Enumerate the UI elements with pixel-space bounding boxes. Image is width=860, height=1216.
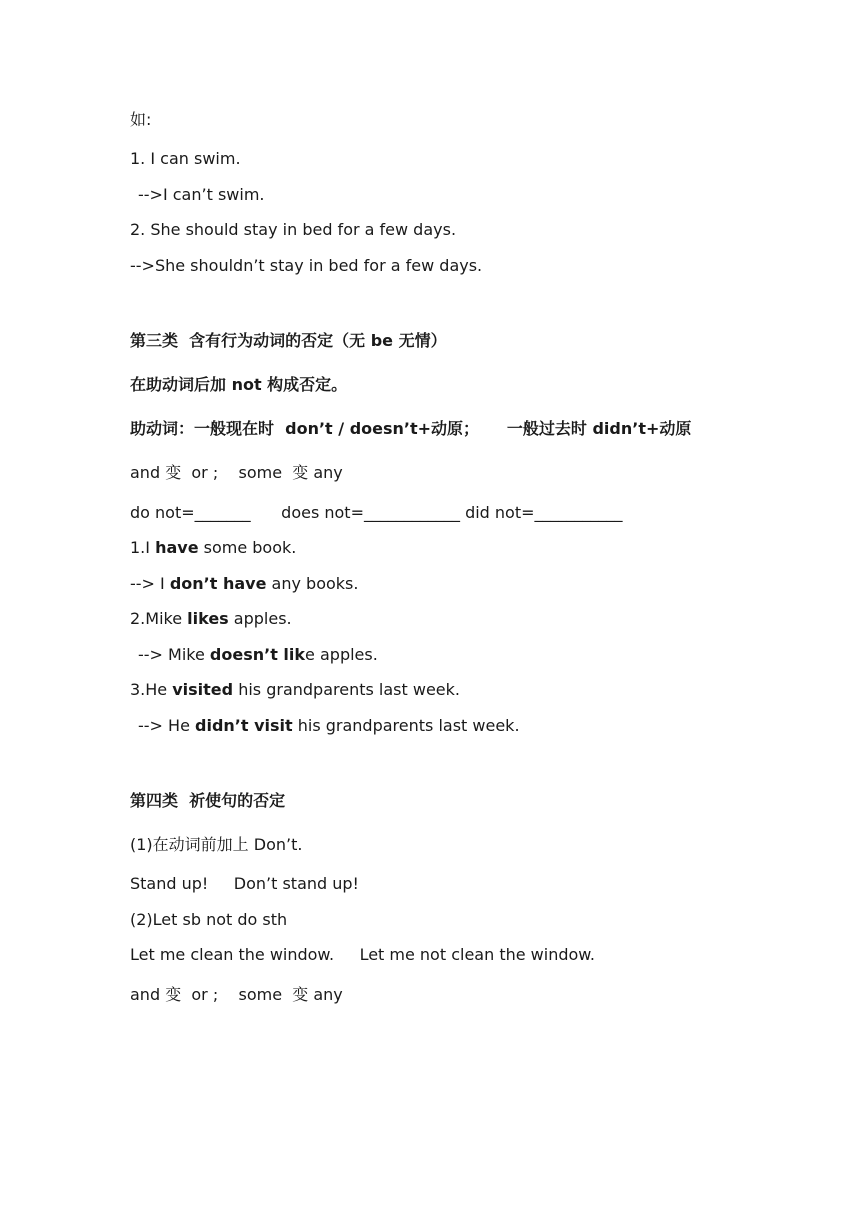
section-3-heading: 第三类 含有行为动词的否定（无 be 无情） — [130, 331, 447, 350]
example-2-negative: -->She shouldn’t stay in bed for a few days. — [130, 256, 483, 275]
s3-example-3-negative: --> He didn’t visit his grandparents last week. — [138, 716, 520, 735]
s3-example-1: 1.I have some book. — [130, 538, 297, 557]
s3-example-3: 3.He visited his grandparents last week. — [130, 680, 460, 699]
s3-example-2-negative: --> Mike doesn’t like apples. — [138, 645, 378, 664]
section-4-rule-2: (2)Let sb not do sth — [130, 910, 288, 929]
example-1: 1. I can swim. — [130, 149, 241, 168]
section-4-change-rule: and 变 or ; some 变 any — [130, 985, 343, 1004]
section-4-example-2: Let me clean the window. Let me not clean the window. — [130, 945, 595, 964]
section-3-auxiliary: 助动词：一般现在时 don’t / doesn’t+动原； 一般过去时 didn’t+动原 — [130, 419, 692, 438]
s3-example-2: 2.Mike likes apples. — [130, 609, 292, 628]
s3-example-1-negative: --> I don’t have any books. — [130, 574, 359, 593]
example-1-negative: -->I can’t swim. — [138, 185, 265, 204]
intro-text: 如: — [130, 110, 152, 129]
example-2: 2. She should stay in bed for a few days. — [130, 220, 457, 239]
section-3-rule: 在助动词后加 not 构成否定。 — [130, 375, 348, 394]
section-3-change-rule: and 变 or ; some 变 any — [130, 463, 343, 482]
section-4-example-1: Stand up! Don’t stand up! — [130, 874, 359, 893]
section-4-heading: 第四类 祈使句的否定 — [130, 791, 286, 810]
section-4-rule-1: (1)在动词前加上 Don’t. — [130, 835, 303, 854]
fill-blanks: do not=_______ does not=____________ did not=___________ — [130, 503, 623, 522]
